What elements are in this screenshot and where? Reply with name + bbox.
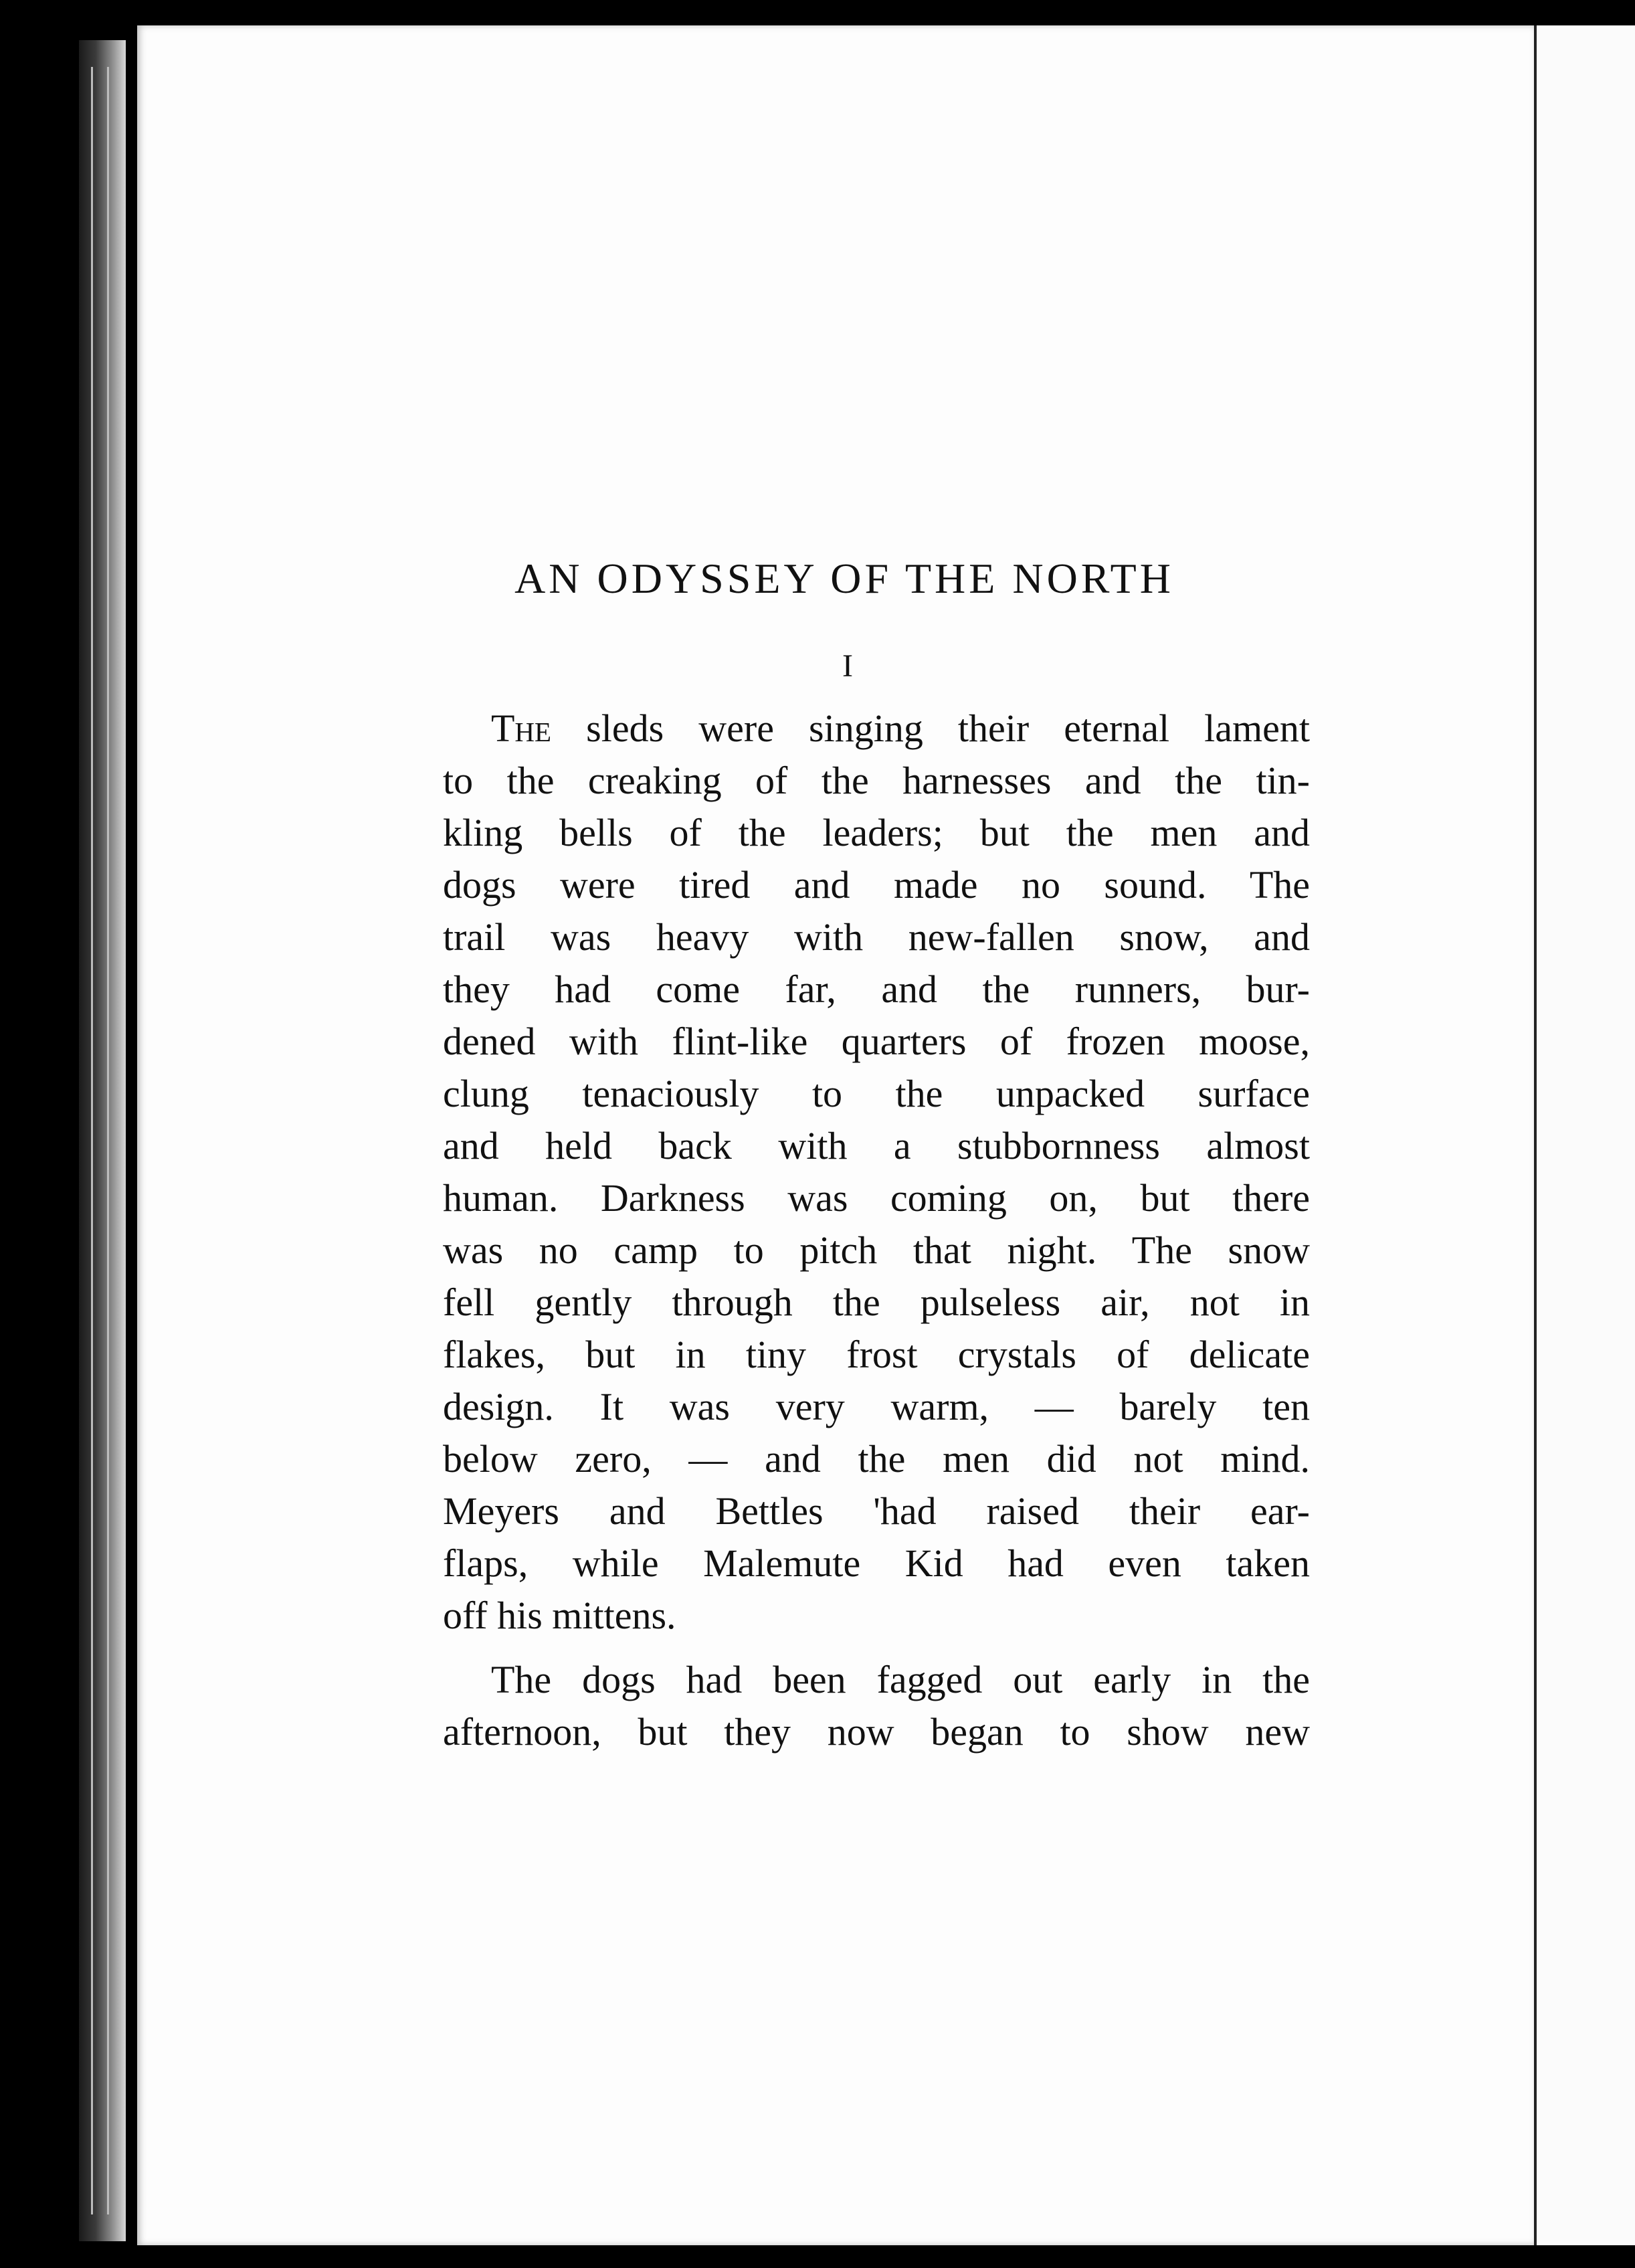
text-line: kling bells of the leaders; but the men and [443, 811, 1310, 854]
text-line: and held back with a stubbornness almost [443, 1124, 1310, 1167]
text-line: afternoon, but they now began to show new [443, 1710, 1310, 1754]
chapter-title: AN ODYSSEY OF THE NORTH [514, 555, 1174, 602]
drop-word: The [491, 706, 552, 750]
text-line: fell gently through the pulseless air, not in [443, 1281, 1310, 1324]
text-line: off his mittens. [443, 1594, 676, 1637]
text-line: flakes, but in tiny frost crystals of delicate [443, 1333, 1310, 1376]
text-line [443, 702, 1310, 755]
text-line: dened with flint-like quarters of frozen moose, [443, 1020, 1310, 1063]
text-line: flaps, while Malemute Kid had even taken [443, 1541, 1310, 1585]
text-line: Meyers and Bettles 'had raised their ear- [443, 1489, 1310, 1533]
text-line: clung tenaciously to the unpacked surface [443, 1072, 1310, 1115]
spine-edge-line [107, 67, 109, 2214]
text-line-content: sleds were singing their eternal lament [551, 706, 1310, 750]
section-number: I [842, 648, 853, 684]
text-line: trail was heavy with new-fallen snow, and [443, 915, 1310, 959]
text-line: below zero, — and the men did not mind. [443, 1437, 1310, 1481]
text-line: dogs were tired and made no sound. The [443, 863, 1310, 907]
book-spine [79, 40, 126, 2241]
text-line: The dogs had been fagged out early in the [491, 1658, 1310, 1701]
text-line: human. Darkness was coming on, but there [443, 1176, 1310, 1220]
adjacent-page-edge [1534, 25, 1635, 2245]
text-line: they had come far, and the runners, bur- [443, 967, 1310, 1011]
text-line: to the creaking of the harnesses and the tin- [443, 759, 1310, 802]
text-line: was no camp to pitch that night. The snow [443, 1228, 1310, 1272]
text-line: design. It was very warm, — barely ten [443, 1385, 1310, 1428]
body-text [443, 702, 1310, 1758]
paragraph-gap [443, 1642, 1310, 1654]
spine-edge-line [91, 67, 93, 2214]
